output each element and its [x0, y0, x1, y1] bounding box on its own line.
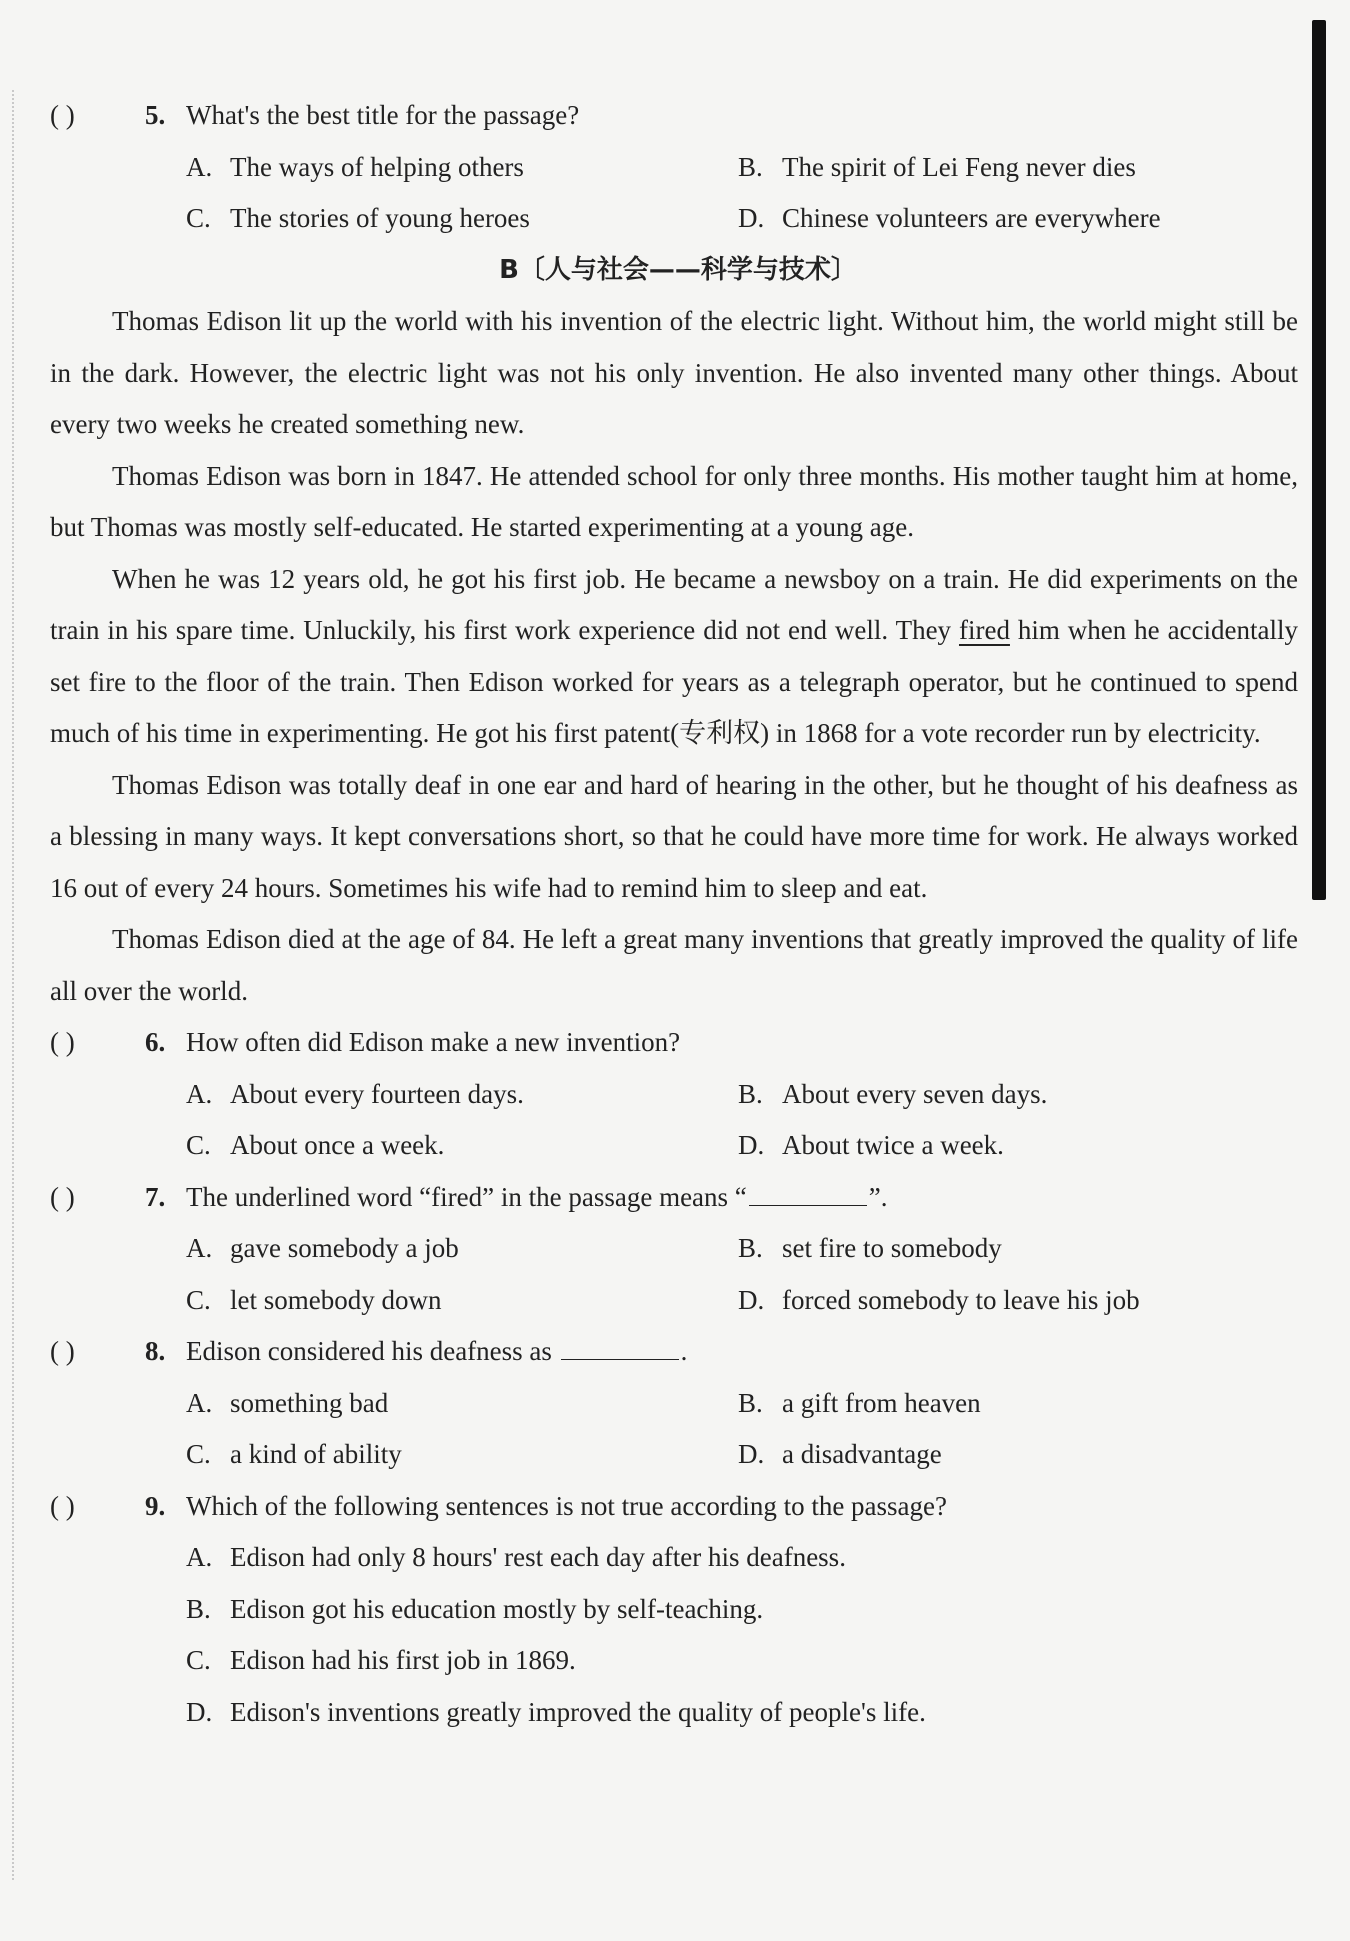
passage-paragraph-4: Thomas Edison was totally deaf in one ear and hard of hearing in the other, but he thought of his deafness as a blessing in many ways. It kept conversations short, so that he could have more time for work. He always worked 16 out of every 24 hours. Sometimes his wife had to remind him to sleep and eat. — [50, 769, 1298, 903]
question-number: 5. — [145, 100, 166, 130]
question-8-options-row-2 — [50, 1429, 1298, 1481]
option-d[interactable]: D. Chinese volunteers are everywhere — [738, 203, 1161, 233]
answer-bracket[interactable]: ( ) — [50, 1490, 75, 1521]
question-9 — [50, 1481, 1298, 1533]
option-c[interactable]: C. The stories of young heroes — [186, 203, 530, 233]
option-b[interactable]: B. Edison got his education mostly by self-teaching. — [186, 1593, 764, 1624]
answer-bracket[interactable]: ( ) — [50, 100, 75, 130]
binding-margin-line — [12, 90, 14, 1880]
question-7-options-row-1 — [50, 1223, 1298, 1275]
option-a[interactable]: A. About every fourteen days. — [186, 1078, 524, 1109]
option-c[interactable]: C. a kind of ability — [186, 1439, 402, 1469]
underlined-word: fired — [958, 615, 1010, 645]
question-number: 9. — [145, 1490, 166, 1521]
worksheet-content — [50, 90, 1298, 1738]
question-text: How often did Edison make a new invention? — [186, 1027, 681, 1057]
question-text: The underlined word “fired” in the passage means “ ”. — [186, 1172, 888, 1224]
option-a[interactable]: A. something bad — [186, 1387, 389, 1418]
question-6-options-row-2 — [50, 1120, 1298, 1172]
option-d[interactable]: D. a disadvantage — [738, 1439, 942, 1469]
question-5-options-row-2 — [50, 193, 1298, 245]
option-a[interactable]: A. gave somebody a job — [186, 1233, 459, 1263]
question-number: 8. — [145, 1336, 166, 1366]
option-d[interactable]: D. Edison's inventions greatly improved the quality of people's life. — [186, 1696, 926, 1727]
question-7 — [50, 1172, 1298, 1224]
option-b[interactable]: B. a gift from heaven — [738, 1387, 981, 1418]
question-text: Edison considered his deafness as . — [186, 1326, 687, 1378]
question-6 — [50, 1017, 1298, 1069]
option-a[interactable]: A. Edison had only 8 hours' rest each day after his deafness. — [186, 1542, 846, 1572]
option-d[interactable]: D. forced somebody to leave his job — [738, 1284, 1140, 1315]
question-text: What's the best title for the passage? — [186, 100, 580, 130]
option-c[interactable]: C. Edison had his first job in 1869. — [186, 1645, 576, 1675]
option-c[interactable]: C. About once a week. — [186, 1130, 445, 1160]
answer-bracket[interactable]: ( ) — [50, 1336, 75, 1366]
question-number: 6. — [145, 1027, 166, 1057]
passage-paragraph-1: Thomas Edison lit up the world with his invention of the electric light. Without him, the world might still be in the dark. However, the electric light was not his only invention. He also invented many other things. About every two weeks he created something new. — [50, 306, 1298, 439]
passage-paragraph-2: Thomas Edison was born in 1847. He attended school for only three months. His mother taught him at home, but Thomas was mostly self-educated. He started experimenting at a young age. — [50, 460, 1298, 542]
question-7-options-row-2 — [50, 1275, 1298, 1327]
section-heading: B〔人与社会——科学与技术〕 — [499, 254, 857, 285]
option-a[interactable]: A. The ways of helping others — [186, 151, 524, 182]
passage-paragraph-5: Thomas Edison died at the age of 84. He left a great many inventions that greatly improved the quality of life all over the world. — [50, 924, 1298, 1006]
page-edge-shadow — [1312, 20, 1326, 900]
option-d[interactable]: D. About twice a week. — [738, 1130, 1004, 1160]
question-6-options-row-1 — [50, 1069, 1298, 1121]
fill-in-blank[interactable] — [749, 1177, 867, 1206]
fill-in-blank[interactable] — [561, 1331, 679, 1360]
question-8 — [50, 1326, 1298, 1378]
option-b[interactable]: B. set fire to somebody — [738, 1233, 1002, 1263]
question-5-options-row-1 — [50, 142, 1298, 194]
question-number: 7. — [145, 1181, 166, 1212]
question-text: Which of the following sentences is not true according to the passage? — [186, 1490, 948, 1521]
passage-paragraph-3: When he was 12 years old, he got his first job. He became a newsboy on a train. He did experiments on the train in his spare time. Unluckily, his first work experience did not end well. They fired him when he accidentally set fire to the floor of the train. Then Edison worked for years as a telegraph operator, but he continued to spend much of his time in experimenting. He got his first patent(专利权) in 1868 for a vote recorder run by electricity. — [50, 563, 1298, 748]
option-b[interactable]: B. About every seven days. — [738, 1078, 1048, 1109]
option-c[interactable]: C. let somebody down — [186, 1284, 442, 1315]
answer-bracket[interactable]: ( ) — [50, 1181, 75, 1212]
answer-bracket[interactable]: ( ) — [50, 1027, 75, 1057]
option-b[interactable]: B. The spirit of Lei Feng never dies — [738, 151, 1136, 182]
question-8-options-row-1 — [50, 1378, 1298, 1430]
question-5 — [50, 90, 1298, 142]
